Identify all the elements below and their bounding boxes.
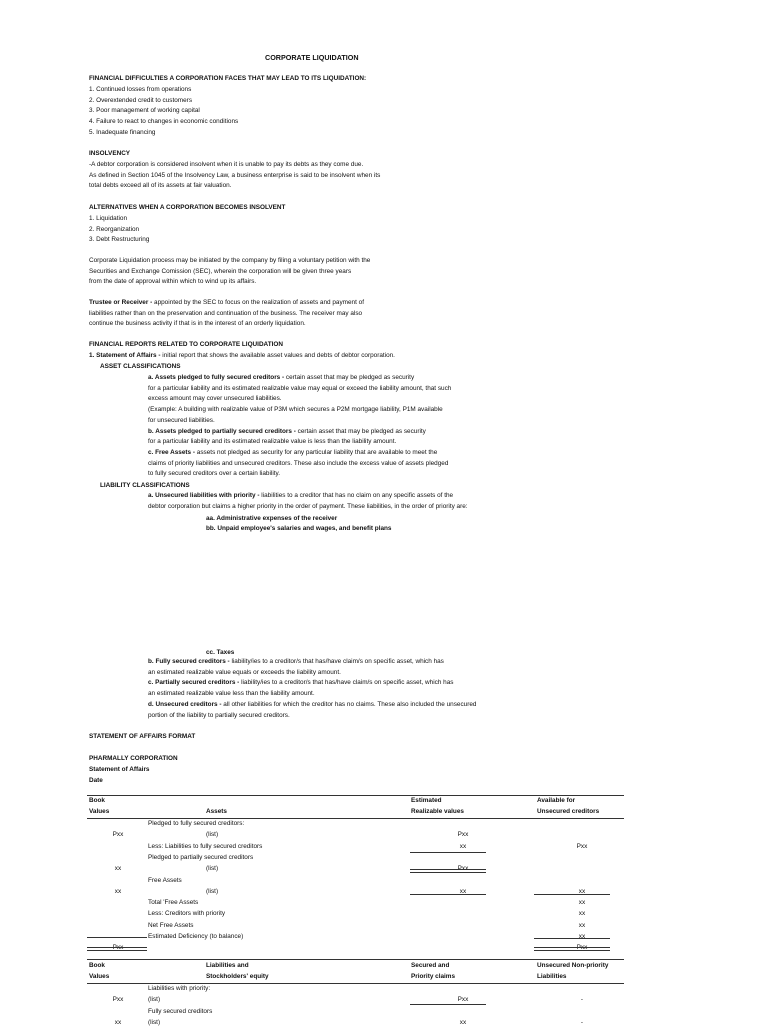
text-line: for unsecured liabilities. [148, 416, 215, 424]
col-header-liabilities [206, 961, 269, 982]
text-line: excess amount may cover unsecured liabilities. [148, 395, 282, 403]
col-header-book [89, 961, 109, 982]
asset-label-cell: Pledged to partially secured creditors [148, 854, 254, 861]
term: b. Fully secured creditors - [148, 658, 230, 665]
asset-label-cell: (list) [206, 831, 219, 838]
definition: liabilities to a creditor that has no claim on any specific assets of the [259, 492, 454, 499]
text-line: claims of priority liabilities and unsecured creditors. These also include the excess value of assets pledged [148, 459, 449, 467]
insolvency-heading: INSOLVENCY [89, 150, 131, 157]
text-line: from the date of approval within which to wind up its affairs. [89, 278, 257, 286]
definition: certain asset that may be pledged as security [295, 427, 426, 435]
text-line: an estimated realizable value equals or exceeds the liability amount. [148, 668, 341, 676]
text-line: liabilities rather than on the preservation and continuation of the business. The receiver may also [89, 309, 363, 317]
reports-heading: FINANCIAL REPORTS RELATED TO CORPORATE LIQUIDATION [89, 341, 283, 348]
trustee-text [89, 298, 364, 330]
available-value-cell: xx [578, 899, 586, 906]
list-item: 1. Continued losses from operations [89, 86, 192, 93]
text-line: Securities and Exchange Comission (SEC), wherein the corporation will be given three years [89, 267, 352, 275]
sum-rule [534, 894, 610, 895]
text-line: to fully secured creditors over a certain liability. [148, 470, 281, 478]
unsecured-value-cell: - [580, 996, 584, 1003]
available-value-cell: Pxx [576, 843, 588, 850]
term: d. Unsecured creditors - [148, 700, 222, 708]
header-line: Stockholders' equity [206, 972, 269, 980]
available-value-cell: xx [578, 933, 586, 940]
priority-item: bb. Unpaid employee's salaries and wages, and benefit plans [206, 525, 392, 532]
header-line: Book [89, 962, 105, 969]
available-value-cell: Pxx [576, 944, 588, 951]
sum-rule [410, 852, 486, 853]
col-header-book [89, 796, 109, 817]
realizable-value-cell: Pxx [457, 831, 469, 838]
term: a. Assets pledged to fully secured creditors - [148, 374, 285, 381]
definition: assets not pledged as security for any particular liability that are available to meet the [195, 448, 438, 456]
book-value-cell: Pxx [112, 996, 124, 1003]
priority-item: aa. Administrative expenses of the receiver [206, 515, 338, 522]
text-line: continue the business activity if that is in the interest of an orderly liquidation. [89, 320, 306, 328]
company-name: PHARMALLY CORPORATION [89, 755, 178, 762]
format-heading: STATEMENT OF AFFAIRS FORMAT [89, 733, 196, 740]
available-value-cell: xx [578, 910, 586, 917]
difficulties-heading: FINANCIAL DIFFICULTIES A CORPORATION FACES THAT MAY LEAD TO ITS LIQUIDATION: [89, 75, 367, 82]
definition: liability/ies to a creditor/s that has/have claim/s on specific asset, which has [239, 679, 454, 687]
difficulties-list [89, 85, 238, 139]
header-line: Estimated [411, 797, 442, 804]
col-header-available [537, 796, 599, 817]
priority-item: cc. Taxes [206, 649, 235, 656]
statement-date: Date [89, 777, 103, 784]
header-line: Unsecured Non-priority [537, 962, 609, 969]
page-title: CORPORATE LIQUIDATION [265, 53, 359, 62]
list-item: 4. Failure to react to changes in economic conditions [89, 118, 239, 126]
sum-rule [410, 894, 486, 895]
alternatives-heading: ALTERNATIVES WHEN A CORPORATION BECOMES INSOLVENT [89, 204, 286, 211]
liability-classifications-rest [148, 657, 476, 721]
col-header-secured [411, 961, 455, 982]
header-line: Liabilities [537, 972, 567, 980]
asset-classifications-heading: ASSET CLASSIFICATIONS [100, 363, 181, 370]
book-value-cell: Pxx [112, 831, 124, 838]
sum-rule [534, 938, 610, 939]
definition: all other liabilities for which the creditor has no claims. These also included the unsecured [221, 700, 477, 708]
col-header-assets: Assets [206, 808, 227, 815]
term: b. Assets pledged to partially secured creditors - [148, 427, 296, 435]
unsecured-value-cell: - [580, 1019, 584, 1026]
list-item: 3. Debt Restructuring [89, 236, 150, 244]
book-value-cell: xx [114, 865, 122, 872]
asset-label-cell: Net Free Assets [148, 922, 194, 929]
header-line: Book [89, 797, 105, 804]
asset-classifications [148, 373, 451, 480]
realizable-value-cell: xx [459, 843, 467, 850]
col-header-erv [411, 796, 464, 817]
double-rule [534, 947, 610, 951]
text-line: Corporate Liquidation process may be initiated by the company by filing a voluntary petition with the [89, 257, 371, 264]
liability-label-cell: Fully secured creditors [148, 1008, 213, 1015]
definition: initial report that shows the available asset values and debts of debtor corporation. [160, 352, 395, 359]
asset-label-cell: Estimated Deficiency (to balance) [148, 933, 244, 940]
header-line: Values [89, 972, 110, 980]
text-line: total debts exceed all of its assets at fair valuation. [89, 182, 232, 190]
insolvency-text [89, 160, 380, 192]
asset-label-cell: Free Assets [148, 877, 182, 884]
table-top-rule [87, 959, 624, 960]
term: Trustee or Receiver - [89, 299, 153, 306]
definition: appointed by the SEC to focus on the realization of assets and payment of [152, 299, 364, 306]
term: c. Partially secured creditors - [148, 679, 240, 687]
soa-definition [89, 351, 395, 362]
list-item: 2. Reorganization [89, 225, 140, 233]
asset-label-cell: Less: Liabilities to fully secured creditors [148, 843, 263, 850]
list-item: 1. Liquidation [89, 215, 128, 222]
book-value-cell: xx [114, 1019, 122, 1026]
col-header-unsecured [537, 961, 608, 982]
list-item: 2. Overextended credit to customers [89, 96, 193, 104]
text-line: -A debtor corporation is considered insolvent when it is unable to pay its debts as they come due. [89, 161, 364, 168]
asset-label-cell: Less: Creditors with priority [148, 910, 226, 917]
text-line: debtor corporation but claims a higher priority in the order of payment. These liabilities, in the order of priority are: [148, 502, 468, 510]
double-rule [87, 947, 147, 951]
liability-classifications-heading: LIABILITY CLASSIFICATIONS [100, 482, 190, 489]
text-line: As defined in Section 1045 of the Insolvency Law, a business enterprise is said to be insolvent when its [89, 171, 381, 179]
secured-value-cell: Pxx [457, 996, 469, 1003]
liability-label-cell: (list) [148, 1019, 161, 1026]
secured-value-cell: xx [459, 1019, 467, 1026]
alternatives-list [89, 214, 149, 246]
process-text [89, 256, 370, 288]
book-value-cell: xx [114, 888, 122, 895]
header-line: Values [89, 807, 110, 815]
realizable-value-cell: xx [459, 888, 467, 895]
header-line: Liabilities and [206, 962, 249, 969]
double-rule [410, 869, 486, 873]
liability-label-cell: (list) [148, 996, 161, 1003]
definition: liability/ies to a creditor/s that has/have claim/s on specific asset, which has [229, 658, 444, 665]
liability-classification-a [148, 491, 468, 512]
available-value-cell: xx [578, 922, 586, 929]
term: a. Unsecured liabilities with priority - [148, 492, 260, 499]
text-line: an estimated realizable value less than the liability amount. [148, 690, 315, 698]
asset-label-cell: (list) [206, 865, 219, 872]
asset-label-cell: Pledged to fully secured creditors: [148, 820, 245, 827]
term: c. Free Assets - [148, 448, 196, 456]
header-line: Priority claims [411, 972, 456, 980]
realizable-value-cell: Pxx [457, 865, 469, 872]
liability-label-cell: Liabilities with priority: [148, 985, 211, 992]
statement-title: Statement of Affairs [89, 766, 150, 773]
text-line: for a particular liability and its estimated realizable value may equal or exceed the liability amount, that such [148, 384, 452, 392]
text-line: portion of the liability to partially secured creditors. [148, 711, 290, 719]
text-line: for a particular liability and its estimated realizable value is less than the liability amount. [148, 438, 397, 446]
term: 1. Statement of Affairs - [89, 352, 161, 359]
book-value-cell: Pxx [112, 944, 124, 951]
available-value-cell: xx [578, 888, 586, 895]
sum-rule [87, 937, 147, 938]
header-line: Secured and [411, 962, 450, 969]
text-line: (Example: A building with realizable value of P3M which secures a P2M mortgage liability, P1M available [148, 406, 443, 414]
header-line: Unsecured creditors [537, 807, 600, 815]
asset-label-cell: Total 'Free Assets [148, 899, 199, 906]
definition: certain asset that may be pledged as security [284, 374, 415, 381]
asset-label-cell: (list) [206, 888, 219, 895]
header-line: Available for [537, 797, 576, 804]
header-line: Realizable values [411, 807, 464, 815]
list-item: 3. Poor management of working capital [89, 107, 200, 115]
list-item: 5. Inadequate financing [89, 128, 156, 136]
